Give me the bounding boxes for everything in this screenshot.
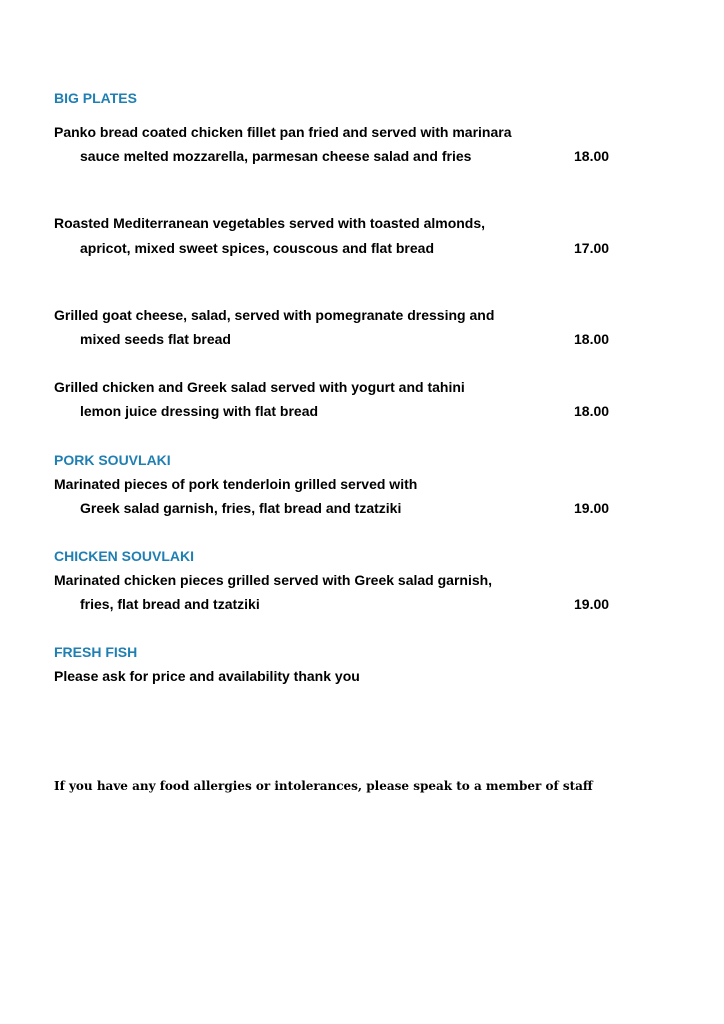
item-price: 17.00 — [574, 240, 610, 256]
item-price: 18.00 — [574, 148, 610, 164]
item-description-line: Marinated pieces of pork tenderloin grilled served with — [54, 476, 418, 492]
item-description-line: Grilled goat cheese, salad, served with pomegranate dressing and — [54, 307, 495, 323]
item-description-line: lemon juice dressing with flat bread — [80, 403, 319, 419]
item-description-line: sauce melted mozzarella, parmesan cheese salad and fries — [80, 148, 472, 164]
section-heading-pork-souvlaki: PORK SOUVLAKI — [54, 452, 171, 468]
item-price: 19.00 — [574, 500, 610, 516]
item-description-line: mixed seeds flat bread — [80, 331, 231, 347]
item-description-line: apricot, mixed sweet spices, couscous and flat bread — [80, 240, 435, 256]
item-description-line: Grilled chicken and Greek salad served with yogurt and tahini — [54, 379, 465, 395]
allergy-notice: If you have any food allergies or intolerances, please speak to a member of staff — [54, 779, 593, 793]
item-description-line: Greek salad garnish, fries, flat bread and tzatziki — [80, 500, 402, 516]
fresh-fish-note: Please ask for price and availability thank you — [54, 668, 360, 684]
item-description-line: Marinated chicken pieces grilled served with Greek salad garnish, — [54, 572, 493, 588]
item-price: 18.00 — [574, 403, 610, 419]
section-heading-fresh-fish: FRESH FISH — [54, 644, 138, 660]
section-heading-chicken-souvlaki: CHICKEN SOUVLAKI — [54, 548, 195, 564]
item-price: 19.00 — [574, 596, 610, 612]
item-price: 18.00 — [574, 331, 610, 347]
item-description-line: Panko bread coated chicken fillet pan fried and served with marinara — [54, 124, 512, 140]
item-description-line: fries, flat bread and tzatziki — [80, 596, 260, 612]
section-heading-big-plates: BIG PLATES — [54, 90, 137, 106]
item-description-line: Roasted Mediterranean vegetables served with toasted almonds, — [54, 215, 486, 231]
